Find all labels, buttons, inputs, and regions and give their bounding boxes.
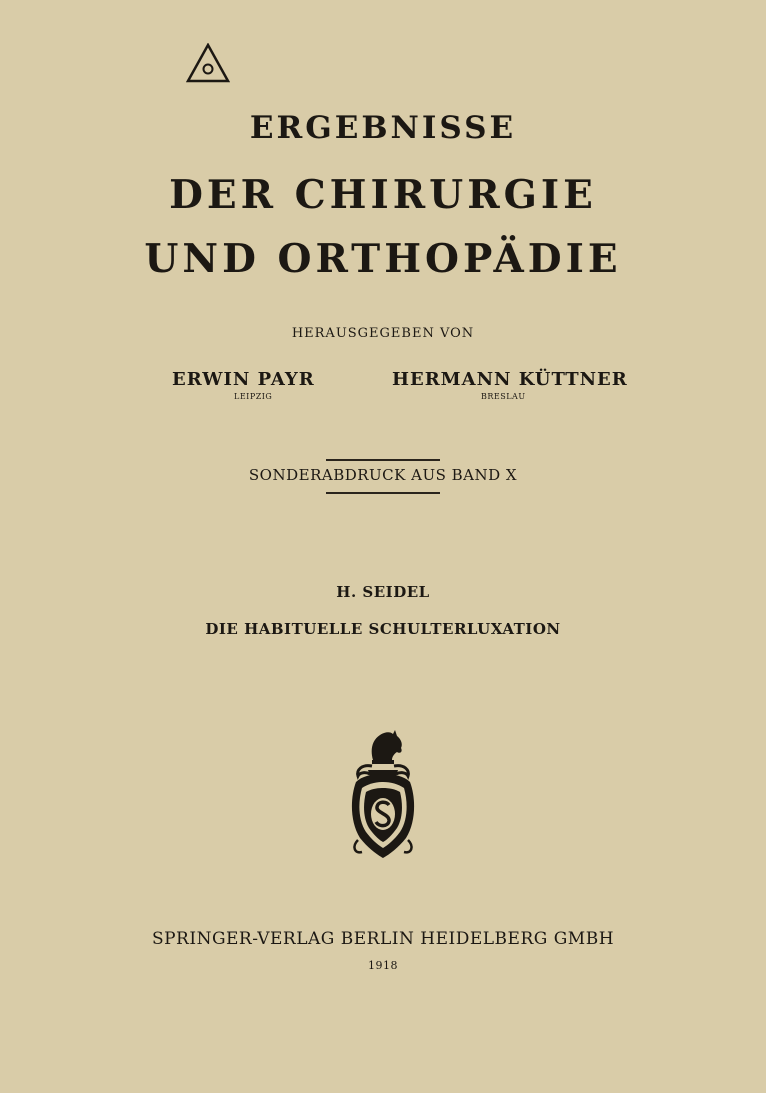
publisher-name: SPRINGER-VERLAG BERLIN HEIDELBERG GMBH — [151, 929, 615, 949]
editor-name-2: HERMANN KÜTTNER — [392, 369, 628, 390]
main-title-line-1: DER CHIRURGIE — [169, 172, 597, 218]
divider-bottom — [326, 492, 440, 494]
editor-name-1: ERWIN PAYR — [172, 369, 315, 390]
series-title: ERGEBNISSE — [249, 110, 517, 146]
edited-by-label: HERAUSGEGEBEN VON — [291, 326, 475, 341]
editor-city-2: BRESLAU — [481, 392, 526, 401]
author-name: H. SEIDEL — [336, 583, 430, 601]
triangle-logo-icon — [186, 43, 230, 83]
publication-year: 1918 — [368, 959, 398, 972]
offprint-note: SONDERABDRUCK AUS BAND X — [248, 466, 518, 484]
springer-knight-logo-icon — [346, 730, 420, 862]
editor-city-1: LEIPZIG — [234, 392, 273, 401]
divider-top — [326, 459, 440, 461]
main-title-line-2: UND ORTHOPÄDIE — [144, 236, 622, 282]
article-title: DIE HABITUELLE SCHULTERLUXATION — [205, 620, 561, 638]
